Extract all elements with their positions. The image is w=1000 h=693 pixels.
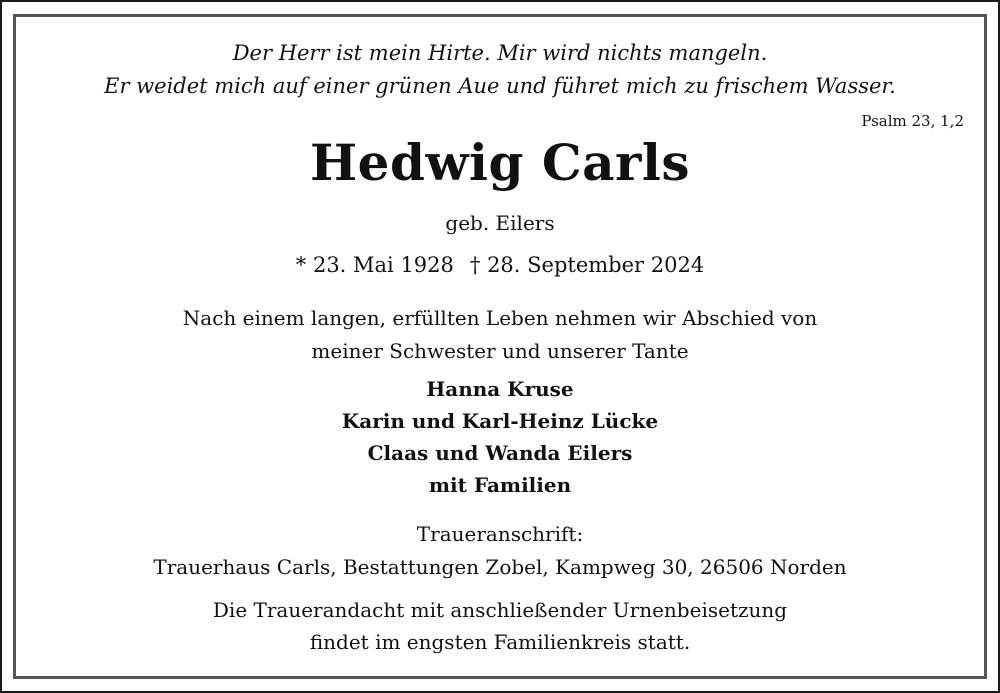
deceased-name: Hedwig Carls [309,133,691,192]
mourner-entry: mit Familien [428,473,572,497]
mourner-entry: Claas und Wanda Eilers [367,441,633,465]
birth-name: geb. Eilers [445,211,555,235]
death-date: † 28. September 2024 [469,253,705,277]
psalm-line-2: Er weidet mich auf einer grünen Aue und führet mich zu frischem Wasser. [104,74,896,98]
mourners-list [0,373,1000,501]
address-label: Traueranschrift: [416,522,584,546]
ceremony-line-1: Die Trauerandacht mit anschließender Urnenbeisetzung [212,598,788,622]
psalm-reference: Psalm 23, 1,2 [861,112,964,130]
ceremony-notice [0,594,1000,658]
psalm-quote [0,37,1000,103]
psalm-line-1: Der Herr ist mein Hirte. Mir wird nichts mangeln. [232,41,768,65]
birth-date: * 23. Mai 1928 [295,253,454,277]
mourner-entry: Hanna Kruse [426,377,574,401]
farewell-text [0,302,1000,368]
ceremony-line-2: findet im engsten Familienkreis statt. [309,630,691,654]
mourning-address: Trauerhaus Carls, Bestattungen Zobel, Kampweg 30, 26506 Norden [153,555,847,579]
mourner-entry: Karin und Karl-Heinz Lücke [341,409,659,433]
farewell-line-1: Nach einem langen, erfüllten Leben nehmen wir Abschied von [182,306,818,330]
farewell-line-2: meiner Schwester und unserer Tante [311,339,689,363]
life-dates [0,250,1000,280]
